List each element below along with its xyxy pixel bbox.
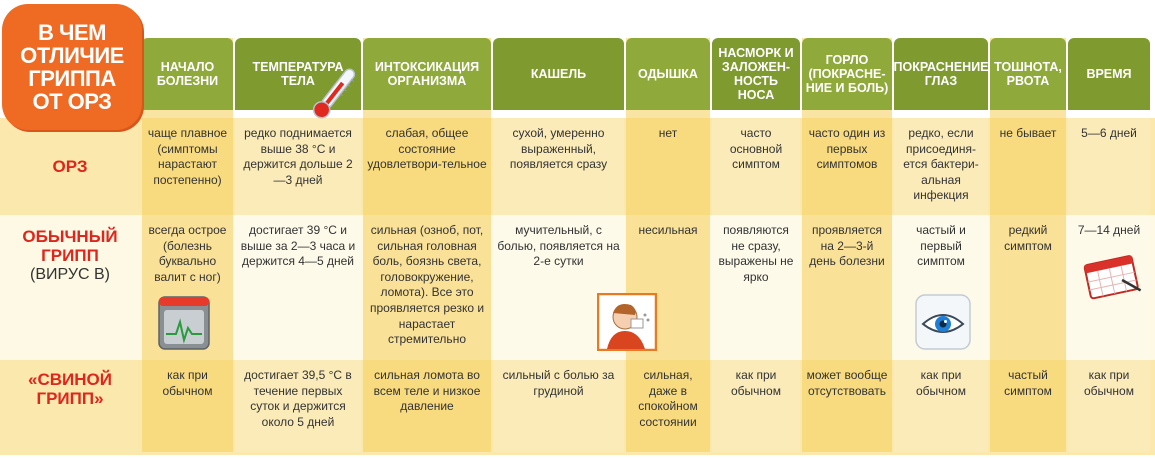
table-cell: сильная (озноб, пот, сильная головная боль, боязнь света, головокружение, ломота). Все это проявляется резко и нарастает стремительно	[369, 223, 485, 347]
column-header: ГОРЛО (ПОКРАСНЕ-НИЕ И БОЛЬ)	[802, 38, 892, 110]
table-cell: несильная	[638, 223, 698, 237]
table-cell: может вообще отсутствовать	[806, 368, 888, 398]
title-line: ГРИППА	[28, 66, 116, 91]
column-header: ТЕМПЕРАТУРА ТЕЛА	[235, 38, 361, 110]
eye-icon	[915, 294, 971, 350]
table-cell: как при обычном	[916, 368, 966, 398]
column-header: ИНТОКСИКАЦИЯ ОРГАНИЗМА	[363, 38, 491, 110]
table-cell: частый симптом	[1004, 368, 1052, 398]
heart-monitor-icon	[158, 296, 210, 350]
table-cell: редко, если присоединя-ется бактери-альная инфекция	[903, 126, 979, 203]
column-header: ВРЕМЯ	[1068, 38, 1150, 110]
table-cell: проявляется на 2—3-й день болезни	[809, 223, 885, 269]
table-cell: достигает 39 °С и выше за 2—3 часа и держится 4—5 дней	[240, 223, 356, 269]
table-cell: слабая, общее состояние удовлетвори-тельное	[367, 126, 487, 172]
row-label-flu: ОБЫЧНЫЙ ГРИПП (ВИРУС B)	[0, 227, 140, 284]
table-cell: редкий симптом	[1004, 223, 1052, 253]
column-header: НАСМОРК И ЗАЛОЖЕН-НОСТЬ НОСА	[712, 38, 800, 110]
thermometer-icon	[308, 62, 360, 126]
row-label-orz: ОРЗ	[52, 157, 88, 176]
table-cell: сильная ломота во всем теле и низкое давление	[373, 368, 481, 414]
title-line: ОТЛИЧИЕ	[20, 43, 124, 68]
table-cell: появляются не сразу, выражены не ярко	[718, 223, 794, 284]
table-cell: всегда острое (болезнь буквально валит с ног)	[148, 223, 227, 284]
sneezing-person-icon	[597, 293, 657, 351]
table-cell: 5—6 дней	[1081, 126, 1137, 140]
table-cell: частый и первый симптом	[916, 223, 966, 269]
table-cell: часто один из первых симптомов	[808, 126, 886, 172]
table-cell: 7—14 дней	[1077, 223, 1141, 237]
table-cell: нет	[658, 126, 678, 140]
column-header: КАШЕЛЬ	[493, 38, 624, 110]
calendar-icon	[1081, 252, 1143, 300]
table-cell: мучительный, с болью, появляется на 2-е сутки	[497, 223, 620, 269]
row-label-swine: «СВИНОЙ ГРИПП»	[28, 370, 112, 408]
column-header: НАЧАЛО БОЛЕЗНИ	[142, 38, 233, 110]
table-cell: достигает 39,5 °С в течение первых суток и держится около 5 дней	[244, 368, 352, 429]
table-cell: сильная, даже в спокойном состоянии	[638, 368, 698, 429]
column-header: ПОКРАСНЕНИЕ ГЛАЗ	[894, 38, 988, 110]
table-cell: как при обычном	[731, 368, 781, 398]
table-cell: редко поднимается выше 38 °С и держится дольше 2—3 дней	[243, 126, 353, 187]
column-header: ОДЫШКА	[626, 38, 710, 110]
table-cell: не бывает	[999, 126, 1057, 140]
table-cell: как при обычном	[1084, 368, 1134, 398]
title-badge	[2, 4, 142, 130]
table-cell: как при обычном	[162, 368, 213, 398]
table-cell: сухой, умеренно выраженный, появляется сразу	[509, 126, 608, 172]
table-cell: часто основной симптом	[729, 126, 783, 172]
title-line: В ЧЕМ	[38, 20, 106, 45]
table-cell: сильный с болью за грудиной	[502, 368, 615, 398]
column-header: ТОШНОТА, РВОТА	[990, 38, 1066, 110]
table-cell: чаще плавное (симптомы нарастают постепенно)	[147, 126, 228, 187]
title-line: ОТ ОРЗ	[32, 89, 112, 114]
row-sublabel-flu: (ВИРУС B)	[30, 266, 110, 283]
